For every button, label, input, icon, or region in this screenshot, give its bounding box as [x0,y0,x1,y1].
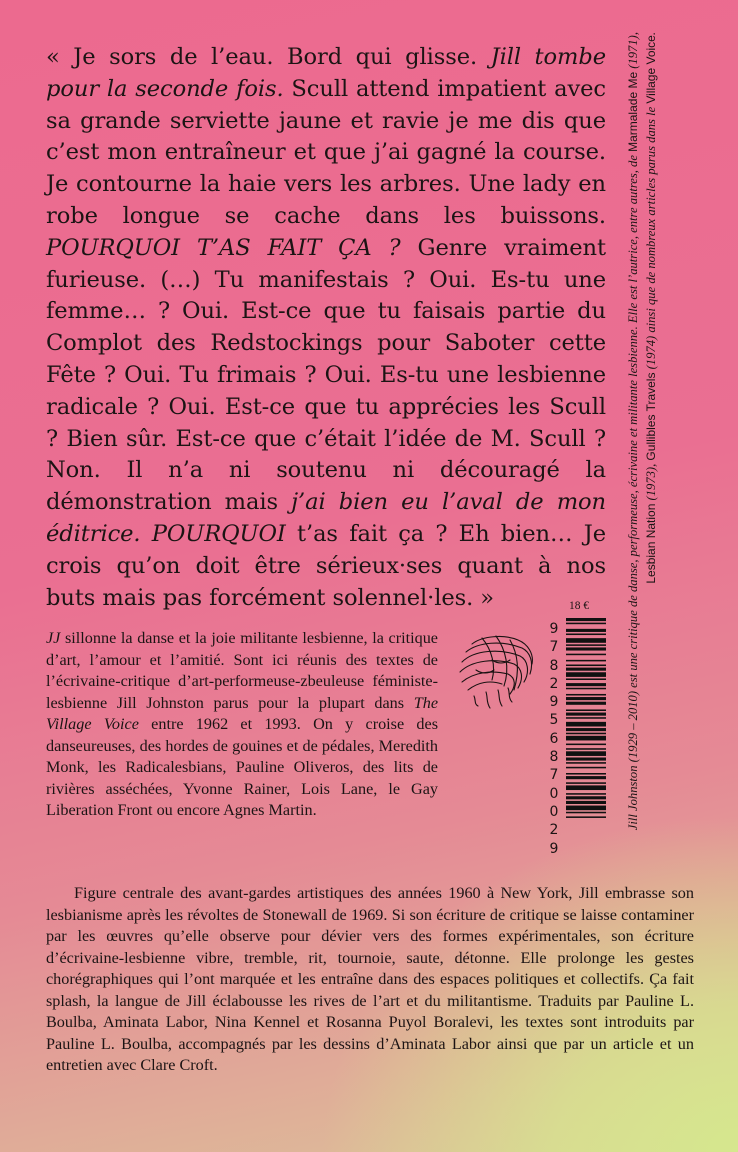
isbn-digit: 0 [549,785,559,802]
newspaper-title: The Village Voice [46,693,438,733]
price-label: 18 € [569,600,590,612]
isbn-digit: 9 [549,694,559,711]
author-initials: JJ [46,629,61,647]
quote-italic: POURQUOI T’AS FAIT ÇA ? [46,234,401,261]
paragraph-text: entre 1962 et 1993. On y croise des danseureuses, des hordes de gouines et de pédales, Meredith Monk, les Radicalesbians, Pauline Oliveros, des lits de rivières asséchées, Yvonne Rainer, Lois Lane, le Gay Liberation Front ou encore Agnes Martin. [46,715,439,819]
isbn-digit: 0 [549,803,559,820]
author-note-part: (1971), [626,32,640,72]
isbn-digit: 8 [549,749,559,766]
isbn-digit: 7 [549,639,559,656]
author-note-part: . [644,32,658,36]
paragraph-narrow-part [46,628,438,822]
quote-part: t’as fait ça ? Eh bien… Je crois qu’on doit être sérieux·ses quant à nos buts mais pas forcément solennel·les. » [46,520,606,611]
description-paragraph-2: Figure centrale des avant-gardes artistiques des années 1960 à New York, Jill embrasse son lesbianisme après les révoltes de Stonewall de 1969. Si son écriture de critique se laisse contaminer par les œuvres qu’elle observe pour dévier vers des formes expérimentales, son écriture d’écrivaine-lesbienne vibre, tremble, rit, tournoie, saute, détonne. Elle prolonge les gestes chorégraphiques qui l’ont marquée et les entraîne dans des espaces politiques et collectifs. Ça fait splash, la langue de Jill éclabousse les rives de l’art et du militantisme. Traduits par Pauline L. Boulba, Aminata Labor, Nina Kennel et Rosanna Puyol Boralevi, les textes sont introduits par Pauline L. Boulba, accompagnés par les dessins d’Aminata Labor ainsi que par un article et un entretien avec Clare Croft. [46,884,694,1074]
barcode-bar [566,618,606,621]
newspaper-title: Village Voice [644,35,658,104]
quote-part: « Je sors de l’eau. Bord qui glisse. [46,44,491,70]
isbn-digit: 2 [549,675,559,692]
book-title: Marmalade Me [626,71,640,152]
isbn-digit: 8 [549,657,559,674]
isbn-digit: 7 [549,767,559,784]
quote-part: Genre vraiment furieuse. (…) Tu manifestais ? Oui. Es-tu une femme… ? Oui. Est-ce que tu faisais partie du Complot des Redstockings pour Saboter cette Fête ? Oui. Tu frimais ? Oui. Es-tu une lesbienne radicale ? Oui. Est-ce que tu apprécies les Scull ? Bien sûr. Est-ce que c’était l’idée de M. Scull ? Non. Il n’a ni soutenu ni découragé la démonstration mais [46,234,606,516]
quote-italic: j’ai bien eu l’aval de mon éditrice. POURQUOI [46,489,607,547]
isbn-digit: 9 [549,621,559,637]
quote-italic: Jill tombe pour la seconde fois. [46,44,606,102]
book-title: Gullibles Travels [644,372,658,461]
description-paragraph-1 [46,628,694,822]
author-note-part: Jill Johnston (1929 – 2010) est une critique de danse, performeuse, écrivaine et militante lesbienne. Elle est l’autrice, entre autres, de [626,151,640,831]
book-title: Lesbian Nation [644,503,658,584]
isbn-digit: 6 [549,730,559,747]
isbn-digit: 5 [549,712,559,729]
barcode-bar [566,623,606,625]
quote-part: Scull attend impatient avec sa grande serviette jaune et ravie je me dis que c’est mon entraîneur et que j’ai gagné la course. Je contourne la haie vers les arbres. Une lady en robe longue se cache dans les buissons. [46,75,606,229]
paragraph-text: sillonne la danse et la joie militante lesbienne, la critique d’art, l’amour et l’amitié. Sont ici réunis des textes de l’écrivaine-critique d’art-performeuse-zbeuleuse féministe-lesbienne Jill Johnston parus pour la plupart dans [46,629,438,712]
author-note-part: (1974) ainsi que de nombreux articles parus dans le [644,103,658,373]
isbn-digit: 2 [549,822,559,839]
author-note-part: (1973), [644,460,658,504]
back-cover-quote [46,42,606,614]
isbn-digit: 9 [549,840,559,857]
